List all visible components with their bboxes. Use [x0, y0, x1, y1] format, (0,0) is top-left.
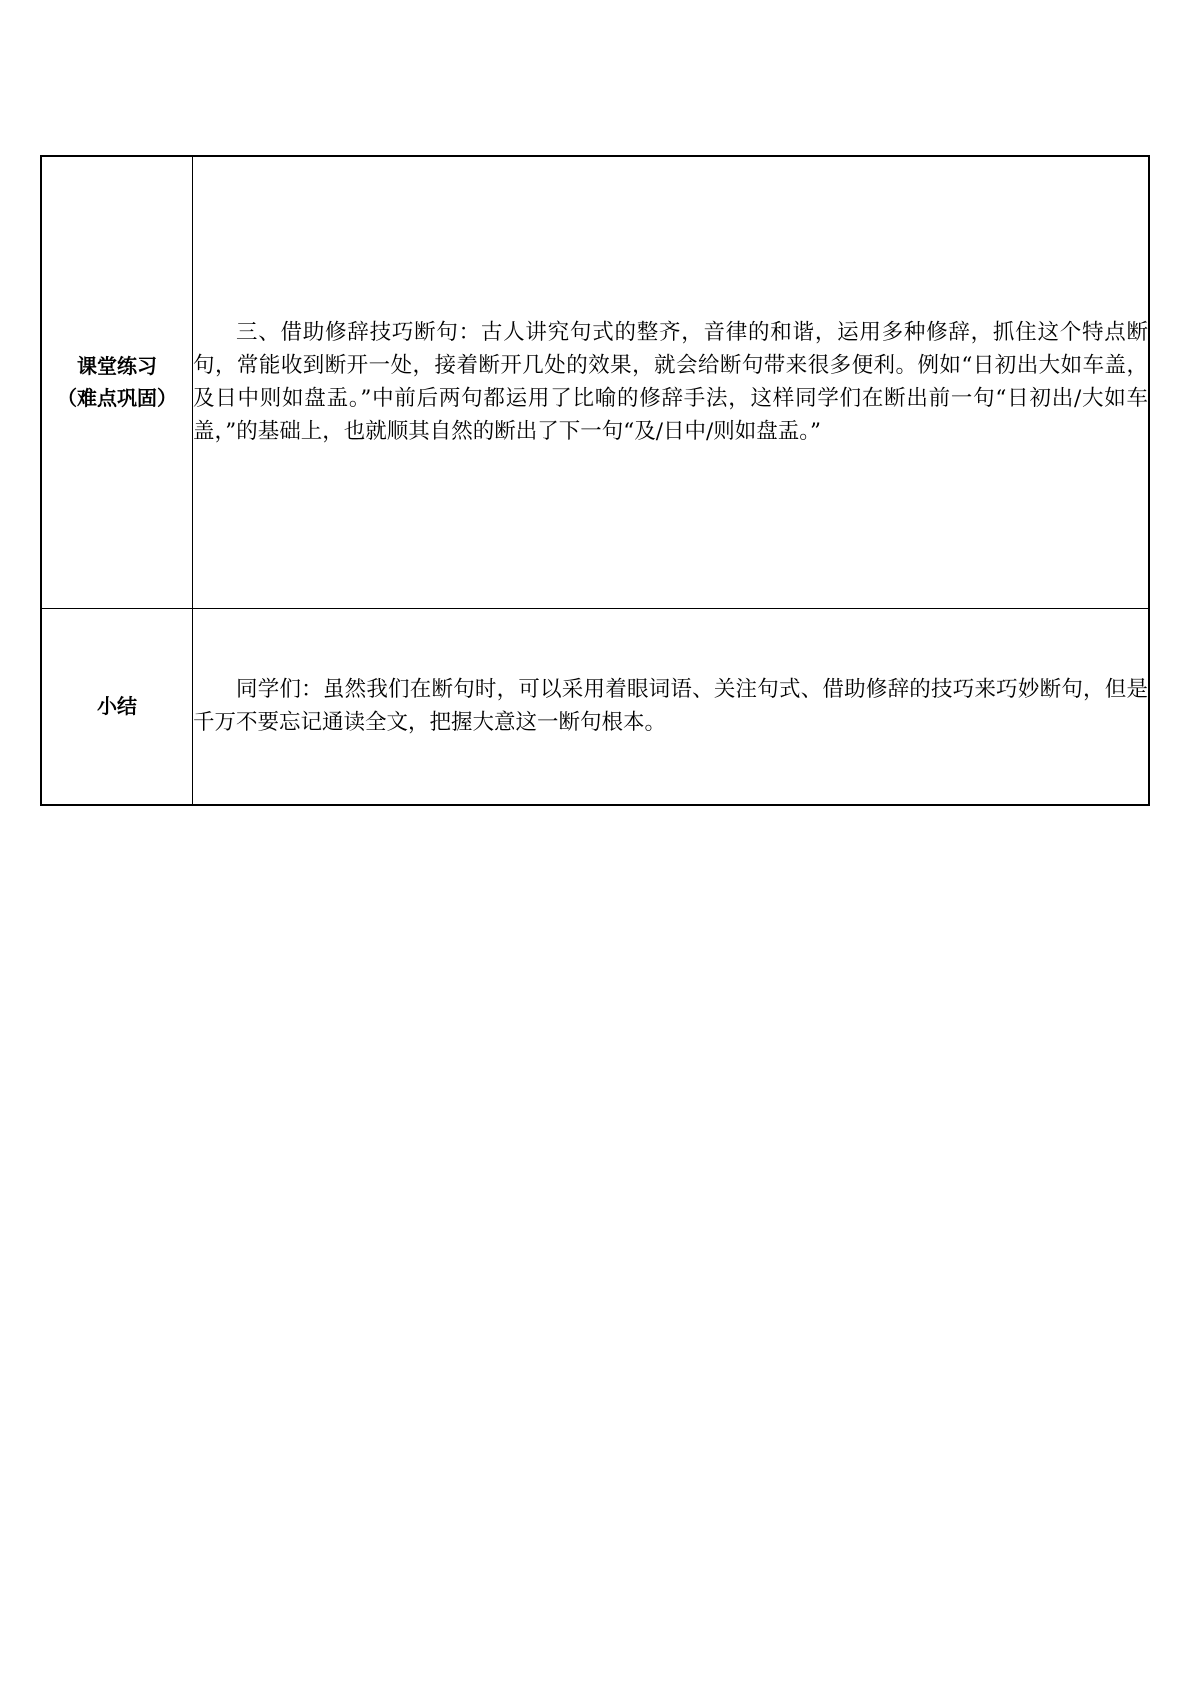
table-row-practice: [41, 156, 1149, 608]
lesson-table: [40, 155, 1150, 806]
summary-paragraph: 同学们：虽然我们在断句时，可以采用着眼词语、关注句式、借助修辞的技巧来巧妙断句，但是千万不要忘记通读全文，把握大意这一断句根本。: [193, 677, 1148, 736]
row-content-summary: [193, 608, 1150, 805]
row-label-summary: [41, 608, 193, 805]
row-label-subtitle: （难点巩固）: [57, 386, 177, 411]
table-row-summary: [41, 608, 1149, 805]
row-content-practice: [193, 156, 1150, 608]
practice-paragraph: 三、借助修辞技巧断句：古人讲究句式的整齐，音律的和谐，运用多种修辞，抓住这个特点断句，常能收到断开一处，接着断开几处的效果，就会给断句带来很多便利。例如“日初出大如车盖，及日中则如盘盂。”中前后两句都运用了比喻的修辞手法，这样同学们在断出前一句“日初出/大如车盖，”的基础上，也就顺其自然的断出了下一句“及/日中/则如盘盂。”: [193, 320, 1148, 445]
row-label-practice: [41, 156, 193, 608]
row-label-title: 小结: [97, 694, 137, 719]
row-label-title: 课堂练习: [77, 354, 157, 379]
